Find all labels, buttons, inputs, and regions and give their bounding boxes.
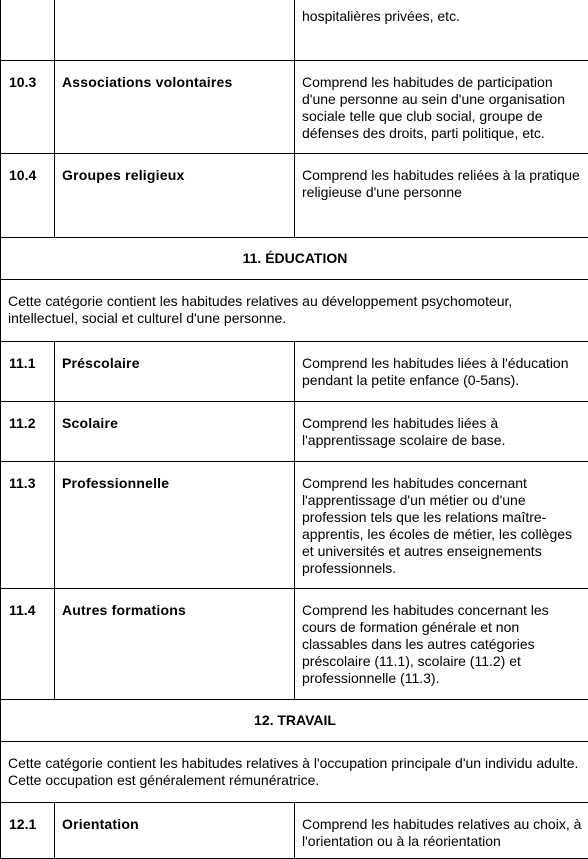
section-intro-row	[1, 279, 588, 341]
table-row	[1, 0, 588, 60]
row-name: Autres formations	[55, 588, 295, 699]
row-name: Associations volontaires	[55, 60, 295, 153]
row-name: Professionnelle	[55, 461, 295, 588]
row-name	[55, 0, 295, 60]
row-number: 11.2	[1, 401, 55, 461]
section-heading: 11. ÉDUCATION	[1, 237, 588, 279]
row-description: Comprend les habitudes liées à l'apprentissage scolaire de base.	[295, 401, 588, 461]
row-number	[1, 0, 55, 60]
row-number: 11.4	[1, 588, 55, 699]
row-name: Scolaire	[55, 401, 295, 461]
row-description: Comprend les habitudes liées à l'éducation pendant la petite enfance (0-5ans).	[295, 341, 588, 401]
row-name: Orientation	[55, 802, 295, 858]
row-description: Comprend les habitudes de participation d'une personne au sein d'une organisation sociale telle que club social, groupe de défenses des droits, parti politique, etc.	[295, 60, 588, 153]
row-number: 12.1	[1, 802, 55, 858]
row-description: Comprend les habitudes relatives au choix, à l'orientation ou à la réorientation	[295, 802, 588, 858]
table-row	[1, 60, 588, 153]
row-description: Comprend les habitudes concernant les cours de formation générale et non classables dans les autres catégories préscolaire (11.1), scolaire (11.2) et professionnelle (11.3).	[295, 588, 588, 699]
section-heading-row	[1, 237, 588, 279]
table-row	[1, 401, 588, 461]
row-description: hospitalières privées, etc.	[295, 0, 588, 60]
row-number: 10.3	[1, 60, 55, 153]
row-name: Préscolaire	[55, 341, 295, 401]
row-description: Comprend les habitudes concernant l'apprentissage d'un métier ou d'une profession tels que les relations maître-apprentis, les écoles de métier, les collèges et universités et autres enseignements professionnels.	[295, 461, 588, 588]
table-row	[1, 802, 588, 858]
section-heading-row	[1, 699, 588, 741]
section-intro: Cette catégorie contient les habitudes relatives à l'occupation principale d'un individu adulte. Cette occupation est généralement rémunératrice.	[1, 741, 588, 802]
section-intro: Cette catégorie contient les habitudes relatives au développement psychomoteur, intellectuel, social et culturel d'une personne.	[1, 279, 588, 341]
row-number: 10.4	[1, 153, 55, 237]
row-number: 11.3	[1, 461, 55, 588]
row-number: 11.1	[1, 341, 55, 401]
table-row	[1, 588, 588, 699]
section-intro-row	[1, 741, 588, 802]
row-description: Comprend les habitudes reliées à la pratique religieuse d'une personne	[295, 153, 588, 237]
table-row	[1, 461, 588, 588]
row-name: Groupes religieux	[55, 153, 295, 237]
table-row	[1, 153, 588, 237]
table-row	[1, 341, 588, 401]
section-heading: 12. TRAVAIL	[1, 699, 588, 741]
